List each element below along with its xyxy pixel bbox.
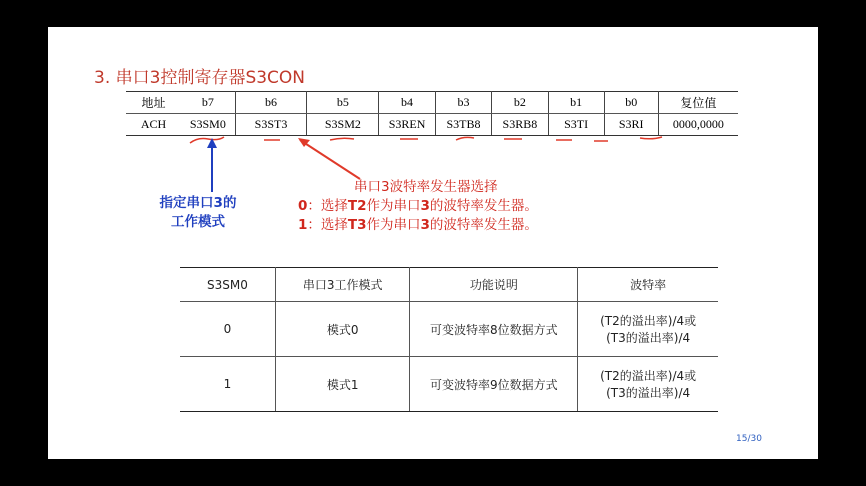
mode-header-cell: S3SM0 xyxy=(180,268,275,302)
register-header-cell: b5 xyxy=(307,92,379,114)
blue-note-line: 工作模式 xyxy=(171,214,225,230)
mode-cell xyxy=(578,357,718,412)
register-cell: S3RI xyxy=(604,114,658,136)
option-text: 作为串口 xyxy=(366,198,421,214)
blue-note-line: 指定串口3的 xyxy=(159,195,237,211)
red-note-heading: 串口3波特率发生器选择 xyxy=(354,179,498,195)
option-bold: T2 xyxy=(347,198,367,214)
register-cell: S3RB8 xyxy=(492,114,548,136)
mode-table xyxy=(180,267,718,412)
register-header-cell: b6 xyxy=(235,92,307,114)
register-header-cell: b0 xyxy=(604,92,658,114)
option-text: 的波特率发生器。 xyxy=(429,217,538,233)
mode-row xyxy=(180,357,718,412)
baud-line: (T2的溢出率)/4或 xyxy=(600,369,697,383)
register-header-cell: b1 xyxy=(548,92,604,114)
register-header-cell: b7 xyxy=(181,92,235,114)
mode-cell: 可变波特率9位数据方式 xyxy=(410,357,578,412)
page-number: 15/30 xyxy=(736,434,762,444)
register-cell: S3SM0 xyxy=(181,114,235,136)
red-note-option-0 xyxy=(298,197,538,216)
register-cell: S3TI xyxy=(548,114,604,136)
mode-row xyxy=(180,302,718,357)
register-header-cell: 地址 xyxy=(126,92,181,114)
register-header-cell: b3 xyxy=(435,92,491,114)
mode-header-cell: 功能说明 xyxy=(410,268,578,302)
option-bold: 3 xyxy=(420,198,430,214)
red-underline xyxy=(190,137,224,143)
mode-cell: 模式1 xyxy=(275,357,410,412)
mode-header-row xyxy=(180,268,718,302)
register-cell: S3REN xyxy=(379,114,435,136)
option-text: 的波特率发生器。 xyxy=(429,198,538,214)
mode-cell: 模式0 xyxy=(275,302,410,357)
baud-line: (T3的溢出率)/4 xyxy=(606,331,691,345)
mode-cell: 1 xyxy=(180,357,275,412)
slide-title: 3. 串口3控制寄存器S3CON xyxy=(94,68,306,88)
red-arrow xyxy=(300,140,360,179)
red-note xyxy=(298,178,538,235)
option-number: 1 xyxy=(298,217,308,233)
red-note-option-1 xyxy=(298,216,538,235)
mode-cell: 0 xyxy=(180,302,275,357)
option-bold: T3 xyxy=(347,217,367,233)
register-cell: S3TB8 xyxy=(435,114,491,136)
option-bold: 3 xyxy=(420,217,430,233)
slide xyxy=(48,27,818,459)
baud-line: (T2的溢出率)/4或 xyxy=(600,314,697,328)
red-underline xyxy=(640,137,662,139)
option-text: 作为串口 xyxy=(366,217,421,233)
blue-note xyxy=(148,194,248,232)
mode-header-cell: 波特率 xyxy=(578,268,718,302)
option-text: ：选择 xyxy=(307,217,348,233)
option-number: 0 xyxy=(298,198,308,214)
baud-line: (T3的溢出率)/4 xyxy=(606,386,691,400)
register-cell: ACH xyxy=(126,114,181,136)
register-cell: S3SM2 xyxy=(307,114,379,136)
option-text: ：选择 xyxy=(307,198,348,214)
register-header-cell: b4 xyxy=(379,92,435,114)
mode-cell: 可变波特率8位数据方式 xyxy=(410,302,578,357)
mode-cell xyxy=(578,302,718,357)
mode-header-cell: 串口3工作模式 xyxy=(275,268,410,302)
red-underline xyxy=(456,137,474,140)
red-underline xyxy=(330,138,354,140)
register-cell: S3ST3 xyxy=(235,114,307,136)
register-header-cell: b2 xyxy=(492,92,548,114)
register-header-cell: 复位值 xyxy=(658,92,738,114)
register-cell: 0000,0000 xyxy=(658,114,738,136)
